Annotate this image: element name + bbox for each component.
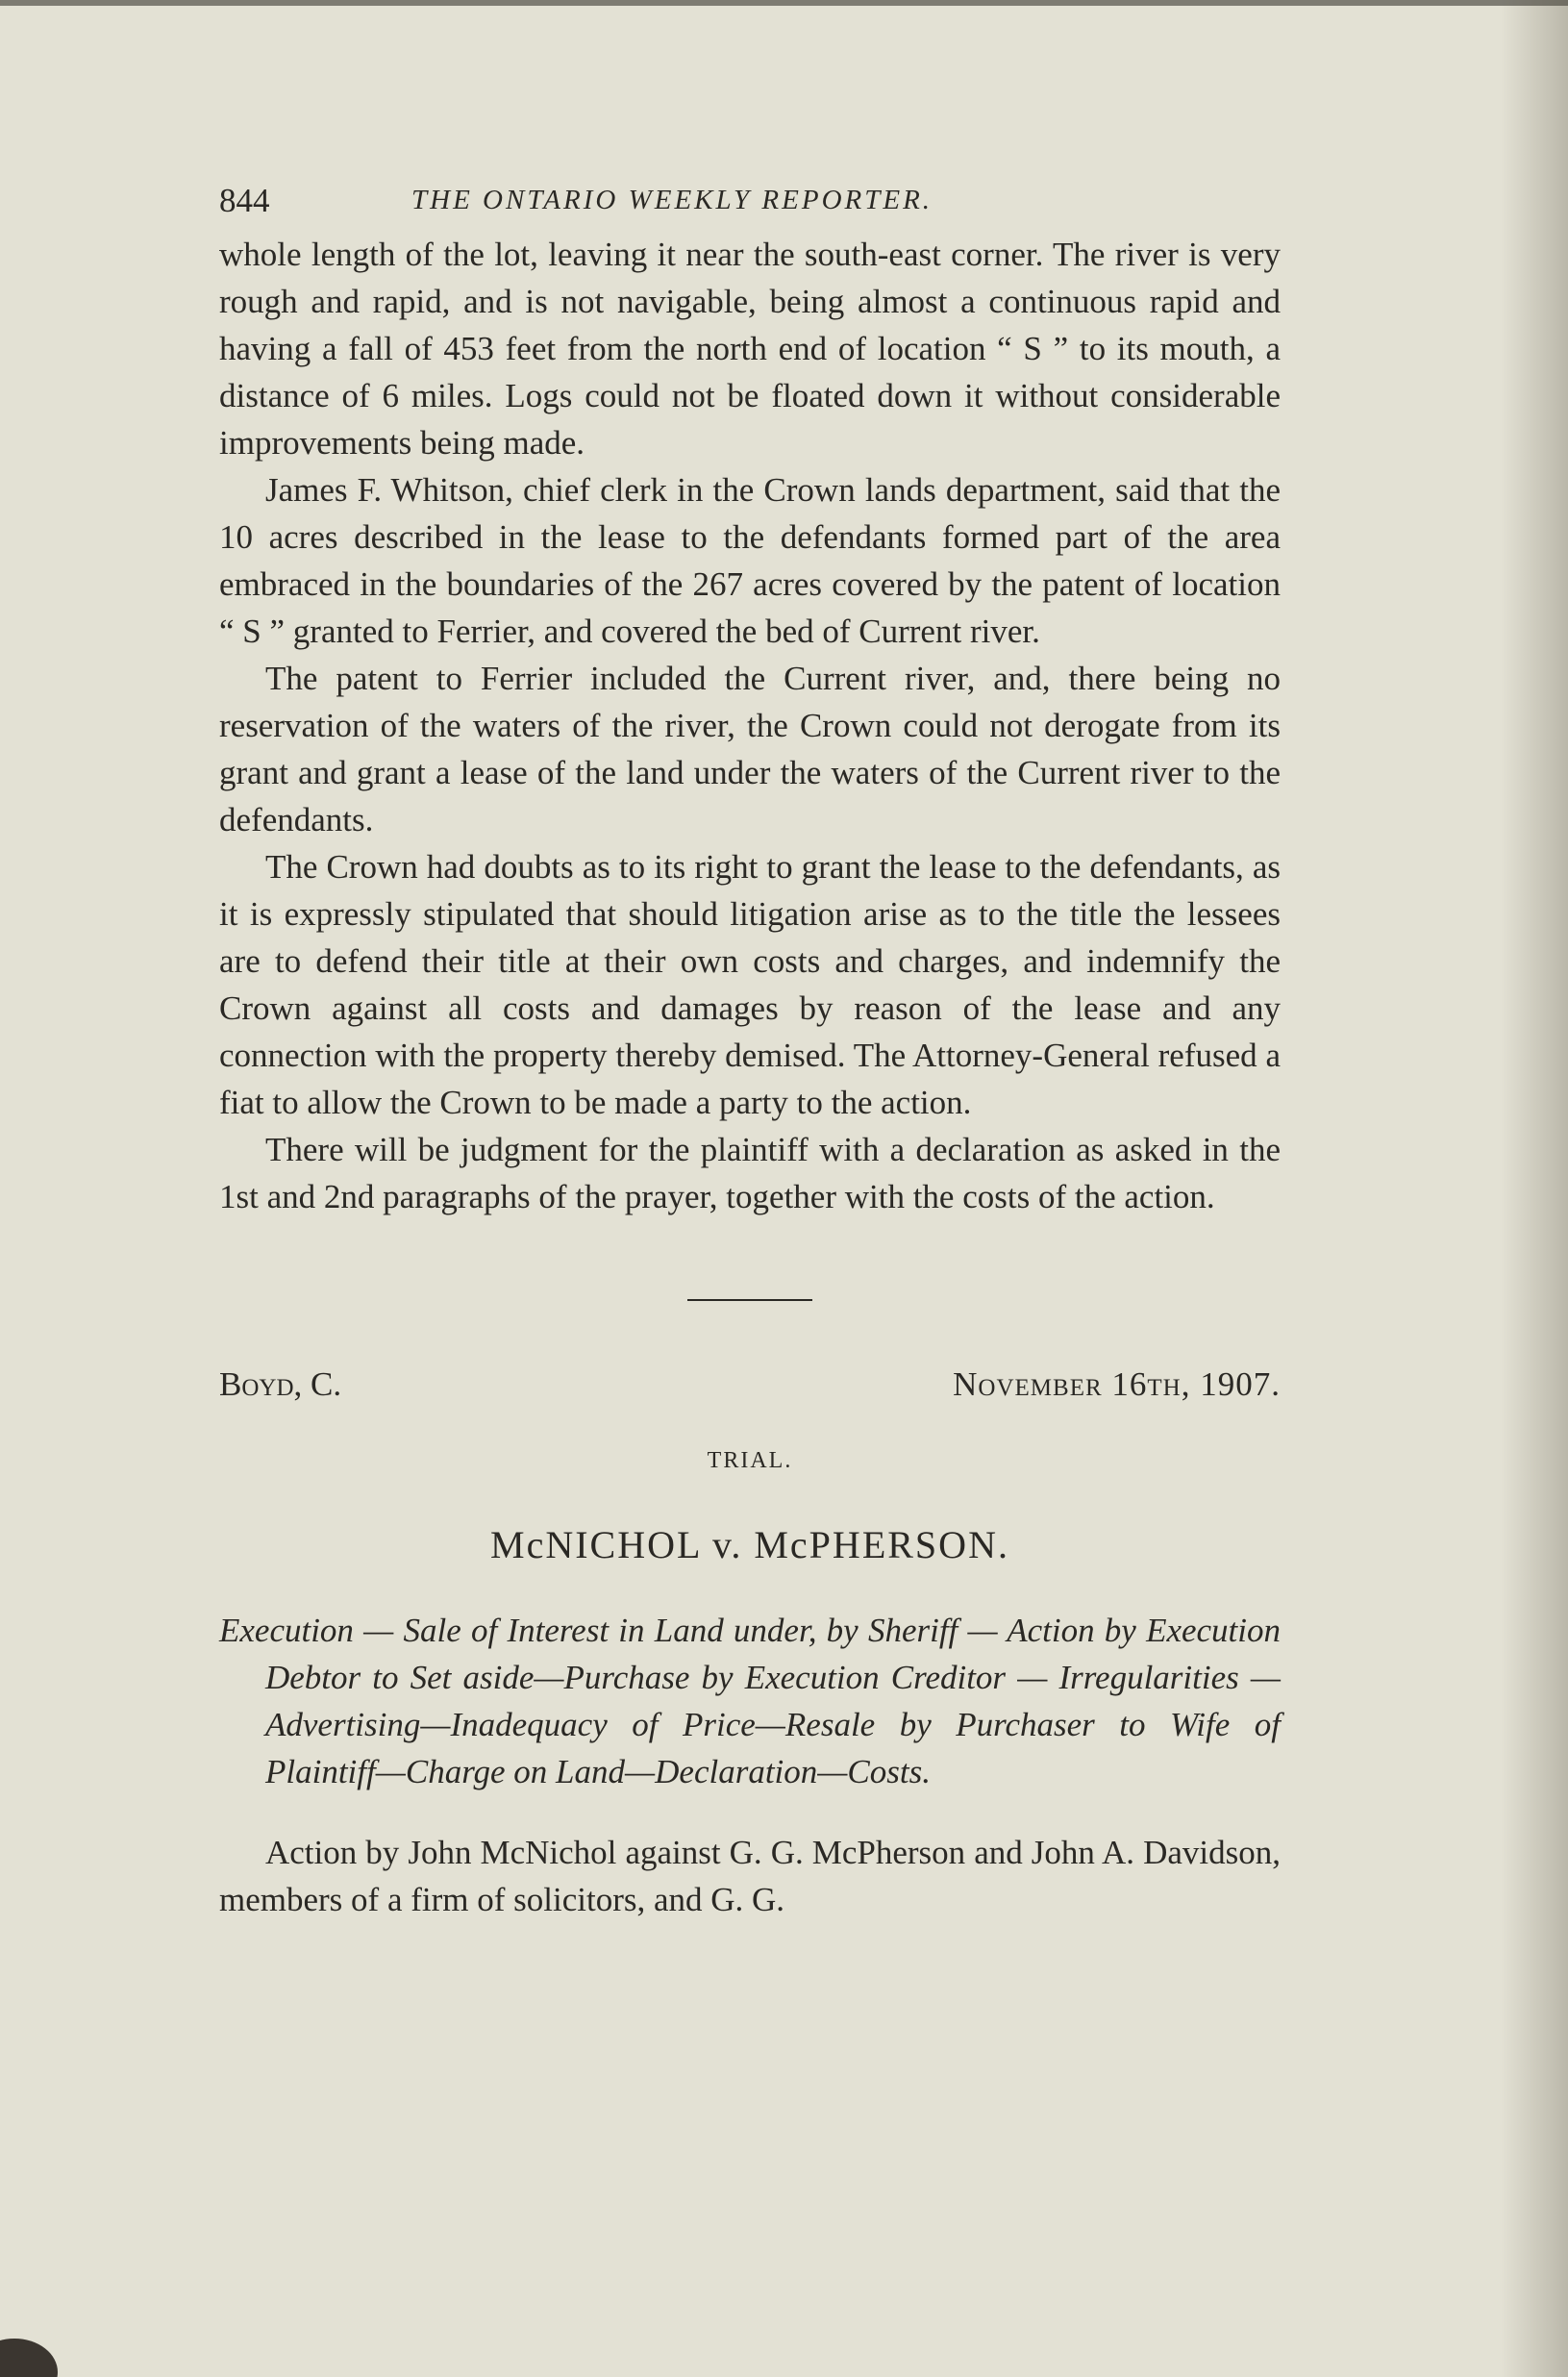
binding-shadow (1501, 0, 1568, 2377)
page-top-edge (0, 0, 1568, 6)
page-number: 844 (219, 182, 270, 219)
thumb-corner (0, 2339, 58, 2377)
paragraph-crown-doubts: The Crown had doubts as to its right to grant the lease to the defendants, as it is expressly stipulated that should litigation arise as to the title the lessees are to defend their title at their own costs and charges, and indemnify the Crown against all costs and damages by reason of the lease and any connection with the property thereby demised. The Attorney-General refused a fiat to allow the Crown to be made a party to the action. (219, 848, 1281, 1121)
case-title: McNICHOL v. McPHERSON. (490, 1523, 1009, 1566)
paragraph-judgment: There will be judgment for the plaintiff with a declaration as asked in the 1st and 2nd paragraphs of the prayer, together with the costs of the action. (219, 1131, 1281, 1215)
judge-name: Boyd, C. (219, 1365, 342, 1403)
headnote: Execution — Sale of Interest in Land under, by Sheriff — Action by Execution Debtor to Set aside—Purchase by Execution Creditor — Irregularities — Advertising—Inadequacy of Price—Resale by Purchaser to Wife of Plaintiff—Charge on Land—Declaration—Costs. (219, 1612, 1281, 1790)
running-head (219, 173, 1281, 231)
case-opening-paragraph: Action by John McNichol against G. G. McPherson and John A. Davidson, members of a firm of solicitors, and G. G. (219, 1834, 1281, 1918)
paragraph-patent: The patent to Ferrier included the Current river, and, there being no reservation of the waters of the river, the Crown could not derogate from its grant and grant a lease of the land under the waters of the Current river to the defendants. (219, 660, 1281, 838)
journal-title: THE ONTARIO WEEKLY REPORTER. (411, 185, 933, 215)
page-content (219, 173, 1281, 1923)
paragraph-continued: whole length of the lot, leaving it near the south-east corner. The river is very rough and rapid, and is not navigable, being almost a continuous rapid and having a fall of 453 feet from the north end of location “ S ” to its mouth, a distance of 6 miles. Logs could not be floated down it without considerable improvements being made. (219, 236, 1281, 462)
court-line (219, 1361, 1281, 1408)
paragraph-whitson: James F. Whitson, chief clerk in the Crown lands department, said that the 10 acres described in the lease to the defendants formed part of the area embraced in the boundaries of the 267 acres covered by the patent of location “ S ” granted to Ferrier, and covered the bed of Current river. (219, 471, 1281, 650)
decision-date: November 16th, 1907. (953, 1365, 1281, 1403)
proceeding-type: TRIAL. (707, 1448, 793, 1473)
section-divider (687, 1299, 812, 1301)
